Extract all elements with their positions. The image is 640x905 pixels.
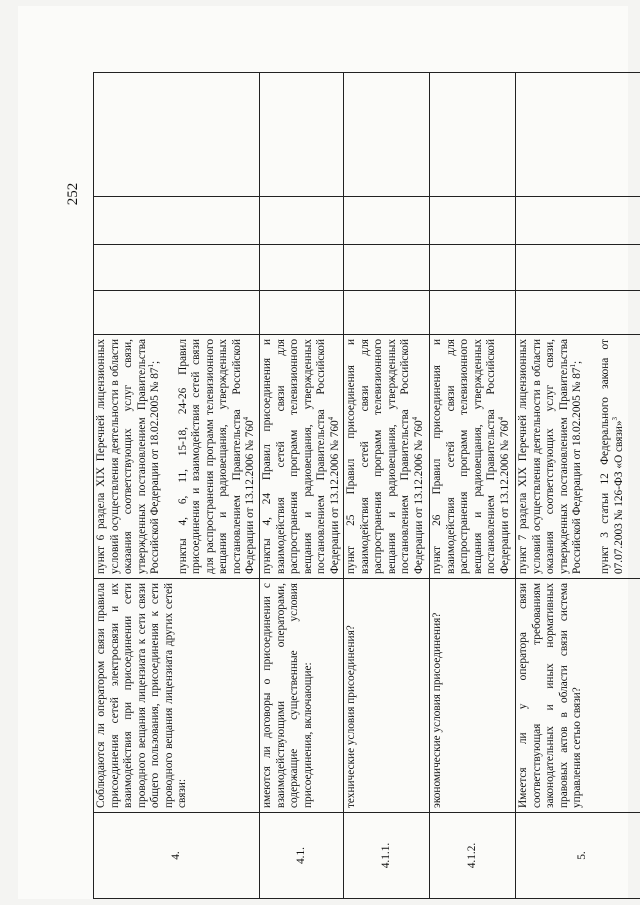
page-number-text: 252: [65, 182, 81, 206]
legal-reference-text: пункты 4, 6, 11, 15-18, 24-26 Правил присоединения и взаимодействия сетей связи для распространения программ телевизионного вещания и радиовещания, утвержденных постановлением Правительства Российской Федерации от 13.12.2006 № 760: [176, 339, 257, 574]
question-cell: [94, 579, 260, 813]
answer-na-cell: [516, 197, 640, 245]
legal-reference-tail: ;: [149, 360, 162, 364]
table-row: [516, 73, 640, 899]
legal-basis-cell: [94, 335, 260, 579]
item-number-cell: [516, 813, 640, 899]
question-cell: [260, 579, 344, 813]
answer-na-cell: [260, 197, 344, 245]
checklist-table: [93, 72, 640, 899]
legal-reference-text: пункт 7 раздела XIX Перечней лицензионных условий осуществления деятельности в области оказания соответствующих услуг связи, утвержденных постановлением Правительства Российской Федерации от 18.02.2005 № 87: [517, 339, 584, 574]
checklist-table-frame: [93, 73, 634, 899]
item-number-cell: [430, 813, 516, 899]
footnote-marker: 4: [326, 416, 335, 421]
answer-na-cell: [94, 197, 260, 245]
legal-reference: [95, 339, 163, 574]
item-number-cell: [94, 813, 260, 899]
checklist-rows: [94, 73, 640, 899]
table-row: [344, 73, 430, 899]
table-row: [430, 73, 516, 899]
legal-reference: [517, 339, 585, 574]
item-number-cell: [344, 813, 430, 899]
page-number: [60, 174, 86, 214]
answer-yes-cell: [260, 291, 344, 335]
footnote-marker: 1: [569, 364, 578, 368]
question-text: имеются ли договоры о присоединении с взаимодействующими операторами, содержащие существенные условия присоединения, включающие:: [261, 583, 314, 808]
question-cell: [344, 579, 430, 813]
footnote-marker: 4: [411, 416, 420, 421]
item-number-cell: [260, 813, 344, 899]
remarks-cell: [344, 73, 430, 197]
legal-reference-text: пункт 26 Правил присоединения и взаимодействия сетей связи для распространения программ телевизионного вещания и радиовещания, утвержденных постановлением Правительства Российской Федерации от 13.12.2006 № 760: [431, 339, 512, 574]
answer-na-cell: [344, 197, 430, 245]
question-cell: [430, 579, 516, 813]
legal-basis-cell: [344, 335, 430, 579]
legal-reference: [431, 339, 512, 574]
footnote-marker: 1: [147, 364, 156, 368]
table-row: [260, 73, 344, 899]
remarks-cell: [260, 73, 344, 197]
answer-no-cell: [430, 245, 516, 291]
footnote-marker: 3: [610, 416, 619, 421]
item-number: 5.: [576, 851, 589, 860]
remarks-cell: [430, 73, 516, 197]
table-row: [94, 73, 260, 899]
legal-reference: [599, 339, 626, 574]
legal-reference-text: пункт 3 статьи 12 Федерального закона от 07.07.2003 № 126-ФЗ «О связи»: [599, 339, 625, 574]
legal-basis-cell: [516, 335, 640, 579]
footnote-marker: 4: [242, 416, 251, 421]
question-cell: [516, 579, 640, 813]
answer-no-cell: [94, 245, 260, 291]
legal-reference-tail: ;: [571, 360, 584, 364]
legal-basis-cell: [430, 335, 516, 579]
question-text: Имеется ли у оператора связи соответствующая требованиям законодательных и иных нормативных правовых актов в области связи система управления сетью связи?: [517, 583, 584, 808]
legal-reference: [345, 339, 426, 574]
item-number: 4.1.1.: [380, 842, 393, 869]
answer-no-cell: [516, 245, 640, 291]
remarks-cell: [94, 73, 260, 197]
footnote-marker: 4: [497, 416, 506, 421]
legal-reference-text: пункт 25 Правил присоединения и взаимодействия сетей связи для распространения программ телевизионного вещания и радиовещания, утвержденных постановлением Правительства Российской Федерации от 13.12.2006 № 760: [345, 339, 426, 574]
remarks-cell: [516, 73, 640, 197]
legal-basis-cell: [260, 335, 344, 579]
question-text: Соблюдаются ли оператором связи правила присоединения сетей электросвязи и их взаимодействия при присоединении сети проводного вещания лицензиата к сети связи общего пользования, присоединения к сети проводного вещания лицензиата других сетей связи:: [95, 583, 189, 808]
document-page: [18, 6, 628, 899]
answer-no-cell: [344, 245, 430, 291]
answer-yes-cell: [94, 291, 260, 335]
answer-na-cell: [430, 197, 516, 245]
answer-yes-cell: [516, 291, 640, 335]
legal-reference-text: пункты 4, 24 Правил присоединения и взаимодействия сетей связи для распространения программ телевизионного вещания и радиовещания, утвержденных постановлением Правительства Российской Федерации от 13.12.2006 № 760: [261, 339, 341, 574]
item-number: 4.1.2.: [466, 842, 479, 869]
legal-reference: [177, 339, 258, 574]
question-text: экономические условия присоединения?: [431, 612, 444, 808]
legal-reference-text: пункт 6 раздела XIX Перечней лицензионных условий осуществления деятельности в области оказания соответствующих услуг связи, утвержденных постановлением Правительства Российской Федерации от 18.02.2005 № 87: [95, 339, 162, 574]
answer-yes-cell: [344, 291, 430, 335]
legal-reference: [261, 339, 342, 574]
question-text: технические условия присоединения?: [345, 625, 358, 808]
item-number: 4.1.: [294, 847, 307, 864]
item-number: 4.: [169, 851, 182, 860]
answer-no-cell: [260, 245, 344, 291]
answer-yes-cell: [430, 291, 516, 335]
